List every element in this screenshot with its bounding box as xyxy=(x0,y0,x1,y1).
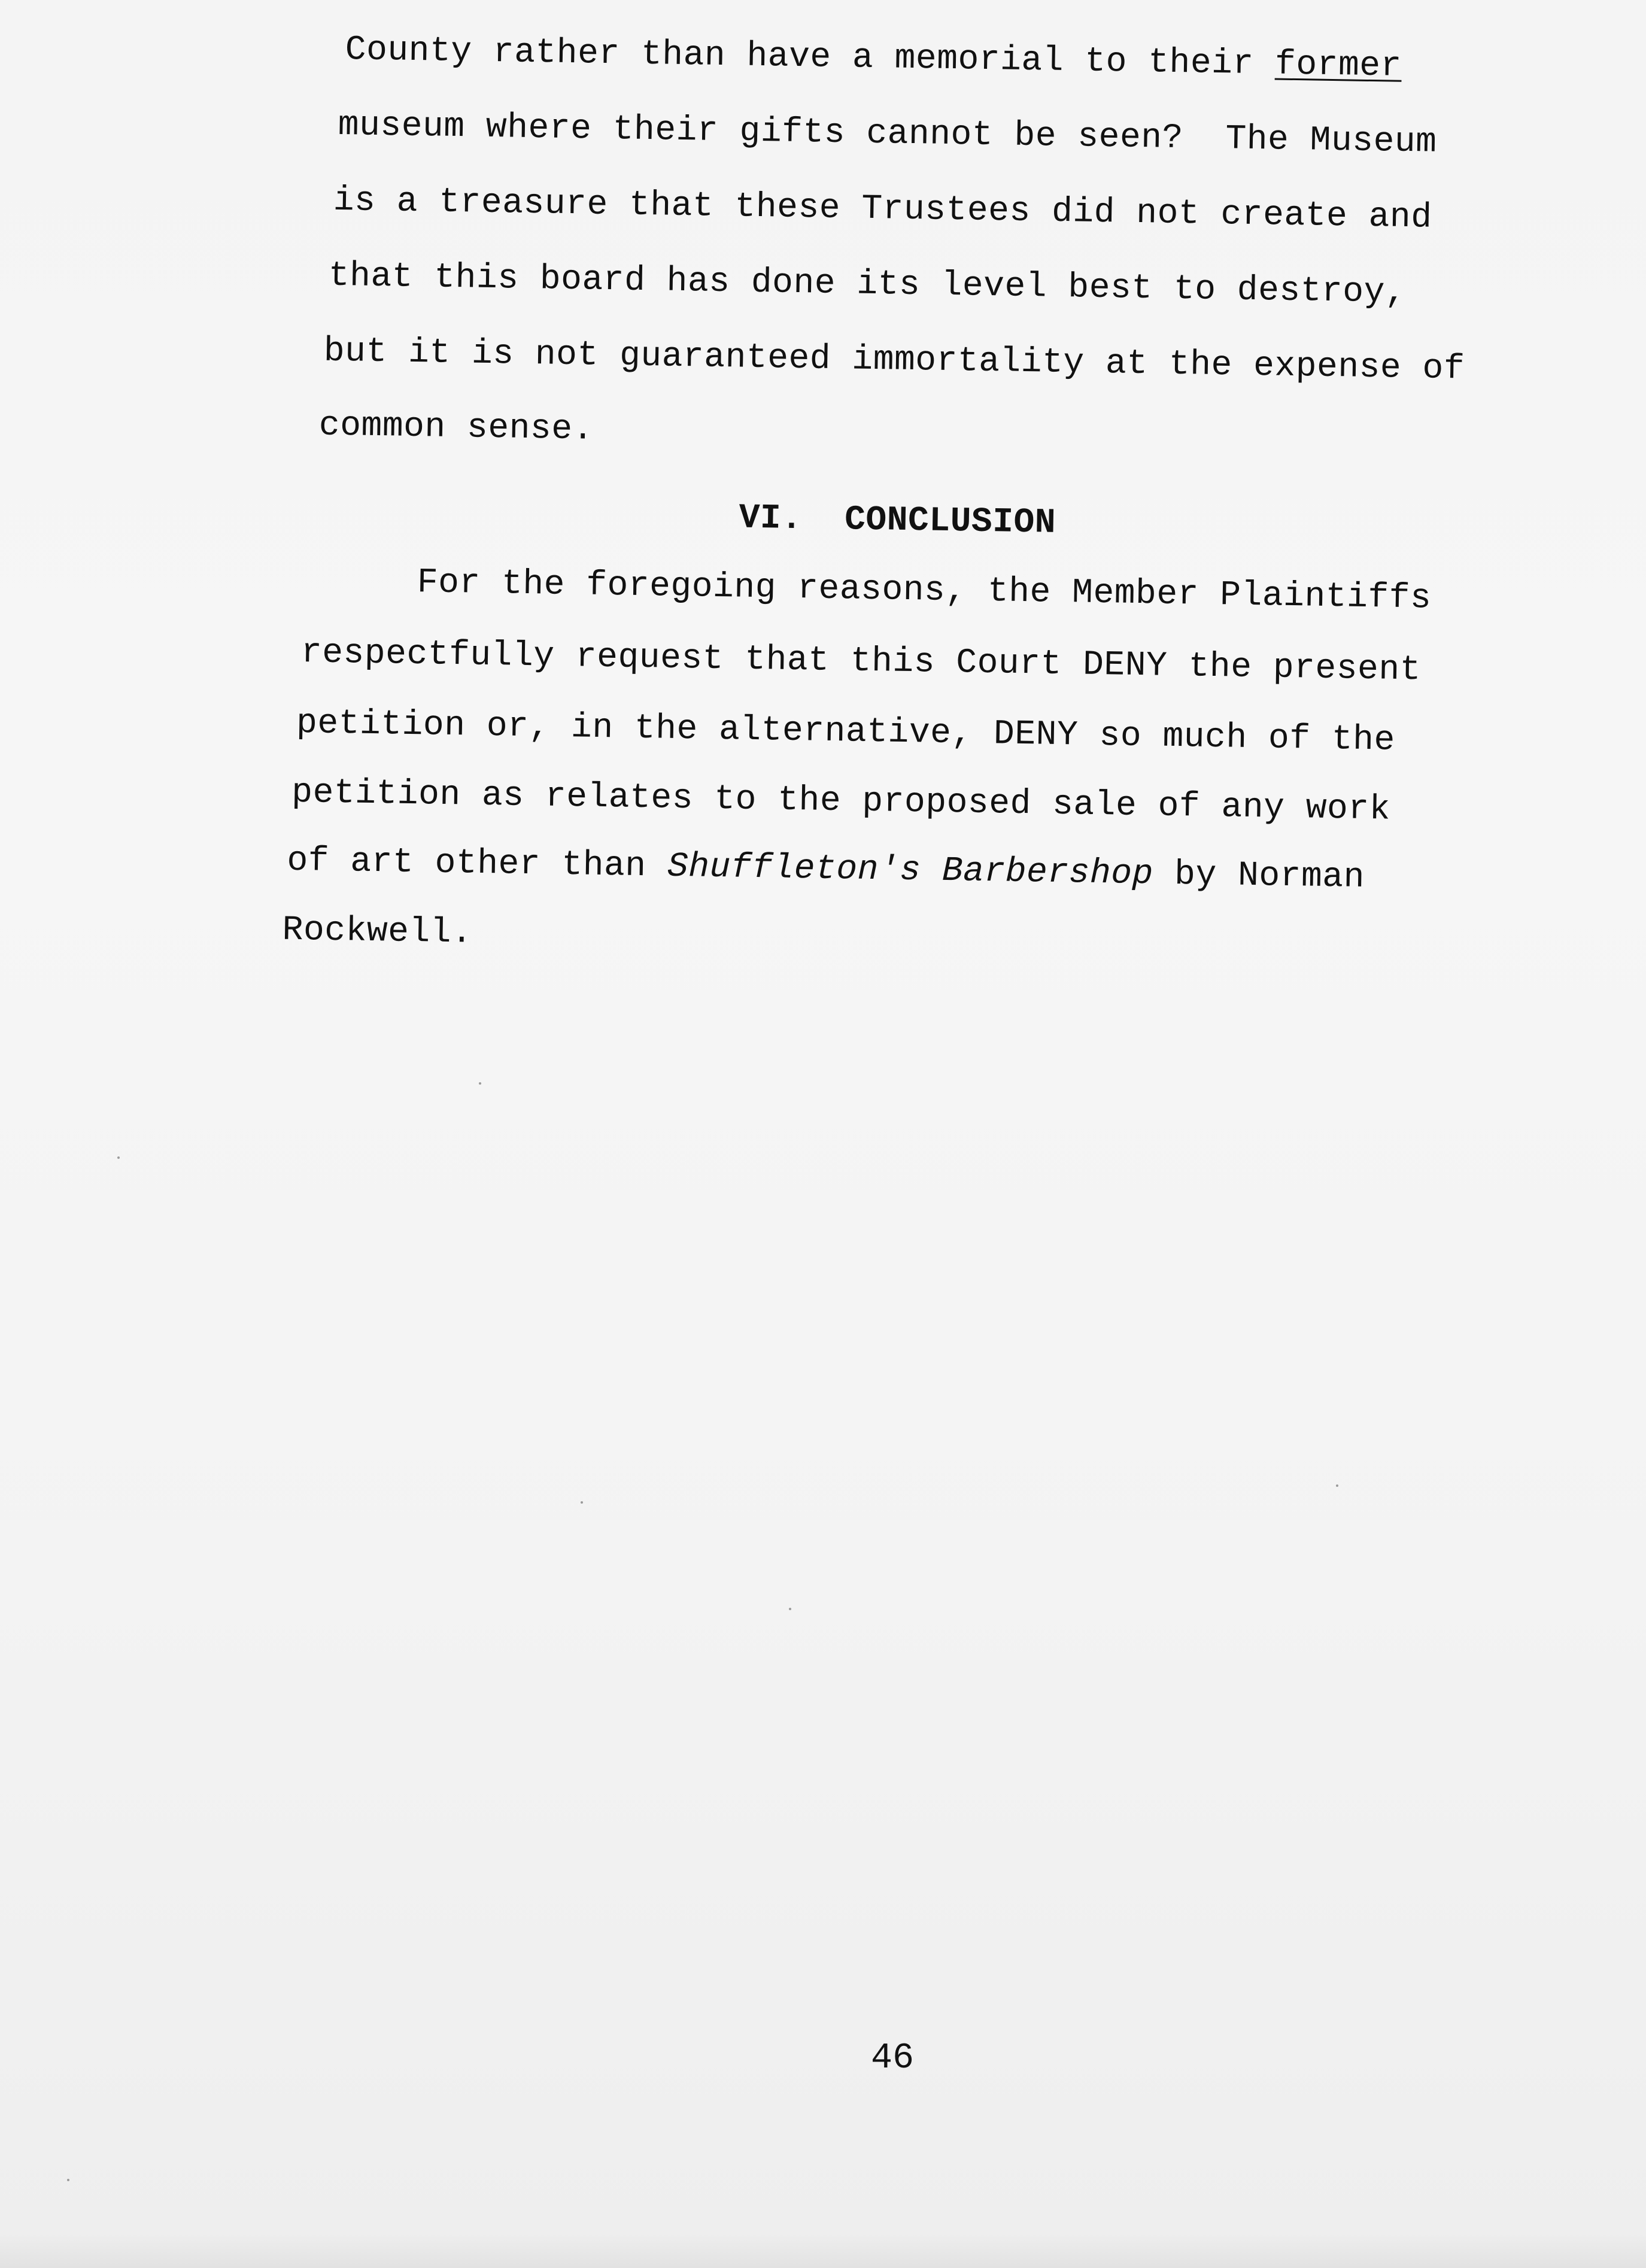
text-run: by Norman xyxy=(1153,855,1365,897)
paragraph-line: petition or, in the alternative, DENY so much of the xyxy=(296,703,1396,760)
paragraph-line: museum where their gifts cannot be seen? The Museum xyxy=(338,105,1437,162)
paper-speck xyxy=(1336,1484,1338,1487)
paragraph-line: For the foregoing reasons, the Member Plaintiffs xyxy=(417,563,1432,618)
paper-speck xyxy=(117,1156,120,1159)
text-run: County rather than have a memorial to their xyxy=(345,31,1276,84)
paper-speck xyxy=(67,2179,69,2181)
paper-speck xyxy=(479,1082,481,1085)
paragraph-line: common sense. xyxy=(318,406,594,450)
paragraph-line xyxy=(345,29,1402,88)
section-number: VI. xyxy=(739,499,803,539)
section-heading xyxy=(739,498,1056,545)
paragraph-line xyxy=(287,840,1365,899)
paragraph-line: is a treasure that these Trustees did not create and xyxy=(333,181,1432,238)
paragraph-line: petition as relates to the proposed sale of any work xyxy=(291,773,1391,830)
body-text xyxy=(0,0,1646,953)
paragraph-line: but it is not guaranteed immortality at the expense of xyxy=(323,332,1465,389)
underlined-word: former xyxy=(1274,45,1402,86)
paragraph-line: Rockwell. xyxy=(282,910,473,953)
page-number: 46 xyxy=(871,2038,915,2079)
paper-speck xyxy=(789,1608,791,1610)
text-run: of art other than xyxy=(286,841,668,886)
section-title: CONCLUSION xyxy=(844,500,1056,543)
paper-speck xyxy=(581,1501,583,1504)
paragraph-line: that this board has done its level best to destroy, xyxy=(328,256,1407,312)
paragraph-line: respectfully request that this Court DENY the present xyxy=(300,633,1422,690)
artwork-title: Shuffleton's Barbershop xyxy=(667,847,1154,894)
